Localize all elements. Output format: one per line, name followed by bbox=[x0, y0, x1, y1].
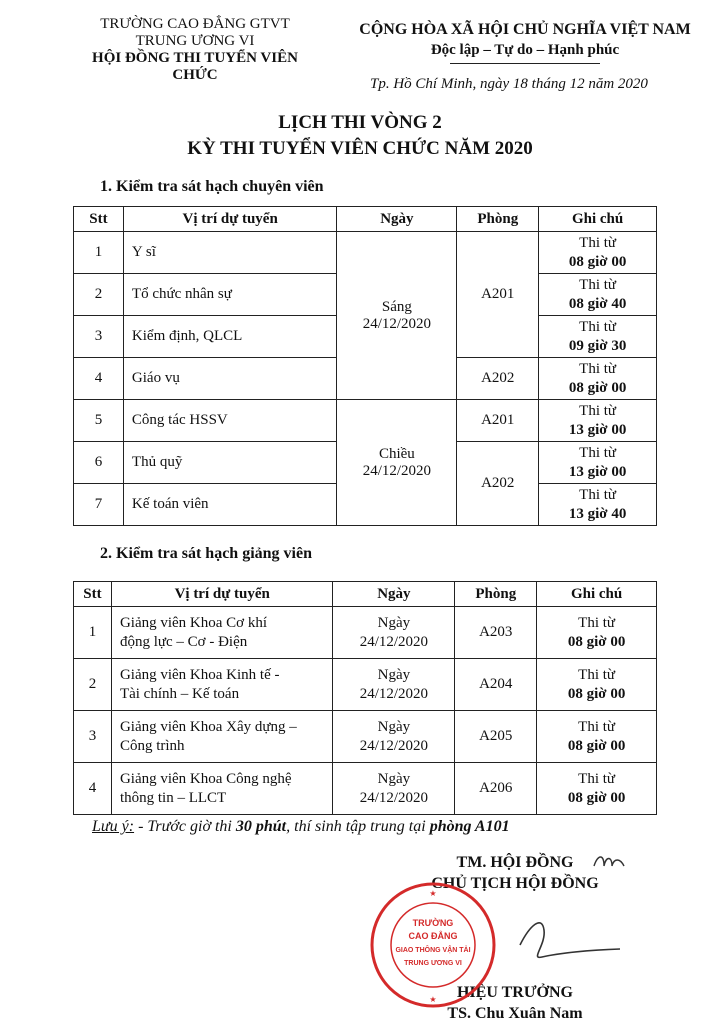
date-cell bbox=[333, 607, 455, 659]
room-cell: A201 bbox=[457, 232, 539, 358]
note-cell bbox=[537, 763, 657, 815]
position-line-1: Giảng viên Khoa Cơ khí bbox=[119, 614, 268, 631]
table-row bbox=[74, 400, 657, 442]
position-line-1: Giảng viên Khoa Công nghệ bbox=[119, 770, 292, 787]
date-value: 24/12/2020 bbox=[359, 737, 429, 754]
note-label: Thi từ bbox=[579, 234, 617, 251]
stamp-star-bottom: ★ bbox=[429, 995, 437, 1004]
col-note: Ghi chú bbox=[537, 582, 657, 607]
row-position: Y sĩ bbox=[123, 232, 337, 274]
date-value: 24/12/2020 bbox=[359, 633, 429, 650]
note-text-mid: , thí sinh tập trung tại bbox=[286, 818, 430, 835]
room-cell: A204 bbox=[455, 659, 537, 711]
note-label: Thi từ bbox=[579, 486, 617, 503]
note-label: Thi từ bbox=[578, 614, 616, 631]
date-value: 24/12/2020 bbox=[362, 462, 432, 479]
staff-exam-table bbox=[73, 206, 657, 526]
col-stt: Stt bbox=[74, 207, 124, 232]
note-label: Thi từ bbox=[579, 444, 617, 461]
note-time: 09 giờ 30 bbox=[568, 337, 627, 354]
date-cell bbox=[333, 659, 455, 711]
doc-title-line-2: KỲ THI TUYỂN VIÊN CHỨC NĂM 2020 bbox=[187, 138, 533, 159]
section-2-heading: 2. Kiểm tra sát hạch giảng viên bbox=[100, 545, 312, 562]
row-stt: 7 bbox=[74, 484, 124, 526]
initial-mark bbox=[590, 852, 630, 874]
row-stt: 4 bbox=[74, 763, 112, 815]
room-cell: A202 bbox=[457, 358, 539, 400]
col-room: Phòng bbox=[457, 207, 539, 232]
organization-header bbox=[80, 16, 310, 84]
row-position: Thủ quỹ bbox=[123, 442, 337, 484]
row-stt: 1 bbox=[74, 607, 112, 659]
note-bold-duration: 30 phút bbox=[235, 818, 287, 835]
note-cell bbox=[539, 358, 657, 400]
note-time: 08 giờ 00 bbox=[568, 379, 627, 396]
stamp-line-1: TRƯỜNG bbox=[412, 918, 454, 928]
row-stt: 2 bbox=[74, 274, 124, 316]
note-label: Thi từ bbox=[578, 666, 616, 683]
note-label: Thi từ bbox=[579, 276, 617, 293]
note-cell bbox=[539, 274, 657, 316]
motto-underline bbox=[450, 63, 600, 64]
date-value: 24/12/2020 bbox=[359, 789, 429, 806]
col-position: Vị trí dự tuyển bbox=[123, 207, 337, 232]
row-position bbox=[111, 607, 333, 659]
note-cell bbox=[537, 711, 657, 763]
date-cell-afternoon bbox=[337, 400, 457, 526]
position-line-2: động lực – Cơ - Điện bbox=[119, 633, 248, 650]
row-stt: 2 bbox=[74, 659, 112, 711]
note-time: 08 giờ 00 bbox=[567, 789, 626, 806]
room-cell: A203 bbox=[455, 607, 537, 659]
row-stt: 3 bbox=[74, 316, 124, 358]
note-label: Thi từ bbox=[579, 402, 617, 419]
date-label: Ngày bbox=[377, 666, 411, 683]
section-1-heading: 1. Kiểm tra sát hạch chuyên viên bbox=[100, 178, 324, 195]
lecturer-exam-table bbox=[73, 581, 657, 815]
note-cell bbox=[537, 607, 657, 659]
note-cell bbox=[539, 442, 657, 484]
date-cell bbox=[333, 711, 455, 763]
position-line-2: thông tin – LLCT bbox=[119, 789, 227, 806]
note-text-pre: - Trước giờ thi bbox=[134, 818, 236, 835]
note-time: 13 giờ 00 bbox=[568, 421, 627, 438]
table-row bbox=[74, 763, 657, 815]
nation-line-2: Độc lập – Tự do – Hạnh phúc bbox=[430, 42, 620, 58]
date-label: Ngày bbox=[377, 614, 411, 631]
note-line bbox=[92, 818, 510, 836]
national-motto bbox=[340, 20, 710, 64]
col-date: Ngày bbox=[337, 207, 457, 232]
signature-title-2: CHỦ TỊCH HỘI ĐỒNG bbox=[431, 875, 599, 892]
row-position: Kế toán viên bbox=[123, 484, 337, 526]
signature-title-1: TM. HỘI ĐỒNG bbox=[456, 854, 574, 871]
stamp-star-top: ★ bbox=[429, 889, 437, 898]
note-time: 08 giờ 00 bbox=[567, 685, 626, 702]
org-line-3: HỘI ĐỒNG THI TUYỂN VIÊN CHỨC bbox=[92, 50, 298, 83]
note-label: Thi từ bbox=[578, 770, 616, 787]
date-value: 24/12/2020 bbox=[362, 315, 432, 332]
org-line-1: TRƯỜNG CAO ĐẲNG GTVT bbox=[100, 16, 290, 32]
signature-title-3: HIỆU TRƯỞNG bbox=[456, 984, 573, 1001]
date-label: Ngày bbox=[377, 770, 411, 787]
stamp-line-4: TRUNG ƯƠNG VI bbox=[404, 960, 462, 967]
note-label: Thi từ bbox=[578, 718, 616, 735]
note-time: 13 giờ 00 bbox=[568, 463, 627, 480]
row-stt: 5 bbox=[74, 400, 124, 442]
signer-name: TS. Chu Xuân Nam bbox=[447, 1005, 583, 1022]
col-note: Ghi chú bbox=[539, 207, 657, 232]
note-time: 08 giờ 40 bbox=[568, 295, 627, 312]
row-stt: 1 bbox=[74, 232, 124, 274]
table-row bbox=[74, 607, 657, 659]
date-cell bbox=[333, 763, 455, 815]
stamp-line-3: GIAO THÔNG VẬN TẢI bbox=[395, 947, 471, 954]
room-cell: A201 bbox=[457, 400, 539, 442]
row-position bbox=[111, 711, 333, 763]
official-stamp bbox=[368, 880, 498, 1010]
position-line-1: Giảng viên Khoa Xây dựng – bbox=[119, 718, 297, 735]
note-time: 13 giờ 40 bbox=[568, 505, 627, 522]
room-cell: A202 bbox=[457, 442, 539, 526]
note-time: 08 giờ 00 bbox=[567, 737, 626, 754]
table-row bbox=[74, 232, 657, 274]
note-bold-room: phòng A101 bbox=[429, 818, 510, 835]
row-stt: 6 bbox=[74, 442, 124, 484]
table-row bbox=[74, 659, 657, 711]
row-position bbox=[111, 659, 333, 711]
col-date: Ngày bbox=[333, 582, 455, 607]
date-label: Ngày bbox=[377, 718, 411, 735]
date-cell-morning bbox=[337, 232, 457, 400]
row-position: Công tác HSSV bbox=[123, 400, 337, 442]
place-date: Tp. Hồ Chí Minh, ngày 18 tháng 12 năm 2020 bbox=[370, 76, 648, 92]
date-session: Sáng bbox=[381, 298, 412, 315]
note-label: Thi từ bbox=[579, 318, 617, 335]
note-time: 08 giờ 00 bbox=[567, 633, 626, 650]
note-label: Thi từ bbox=[579, 360, 617, 377]
date-session: Chiều bbox=[378, 445, 415, 462]
row-position: Tổ chức nhân sự bbox=[123, 274, 337, 316]
table-header-row bbox=[74, 582, 657, 607]
nation-line-1: CỘNG HÒA XÃ HỘI CHỦ NGHĨA VIỆT NAM bbox=[359, 21, 691, 38]
row-position: Giáo vụ bbox=[123, 358, 337, 400]
note-cell bbox=[539, 400, 657, 442]
col-position: Vị trí dự tuyển bbox=[111, 582, 333, 607]
row-position bbox=[111, 763, 333, 815]
room-cell: A206 bbox=[455, 763, 537, 815]
doc-title-line-1: LỊCH THI VÒNG 2 bbox=[278, 112, 442, 133]
position-line-2: Công trình bbox=[119, 737, 185, 754]
table-row bbox=[74, 711, 657, 763]
position-line-2: Tài chính – Kế toán bbox=[119, 685, 240, 702]
row-position: Kiểm định, QLCL bbox=[123, 316, 337, 358]
room-cell: A205 bbox=[455, 711, 537, 763]
note-cell bbox=[537, 659, 657, 711]
stamp-line-2: CAO ĐẲNG bbox=[408, 931, 458, 941]
note-label: Lưu ý: bbox=[92, 818, 135, 835]
col-room: Phòng bbox=[455, 582, 537, 607]
table-header-row bbox=[74, 207, 657, 232]
date-value: 24/12/2020 bbox=[359, 685, 429, 702]
note-cell bbox=[539, 484, 657, 526]
org-line-2: TRUNG ƯƠNG VI bbox=[135, 33, 255, 49]
note-cell bbox=[539, 316, 657, 358]
row-stt: 4 bbox=[74, 358, 124, 400]
note-cell bbox=[539, 232, 657, 274]
position-line-1: Giảng viên Khoa Kinh tế - bbox=[119, 666, 280, 683]
col-stt: Stt bbox=[74, 582, 112, 607]
row-stt: 3 bbox=[74, 711, 112, 763]
note-time: 08 giờ 00 bbox=[568, 253, 627, 270]
